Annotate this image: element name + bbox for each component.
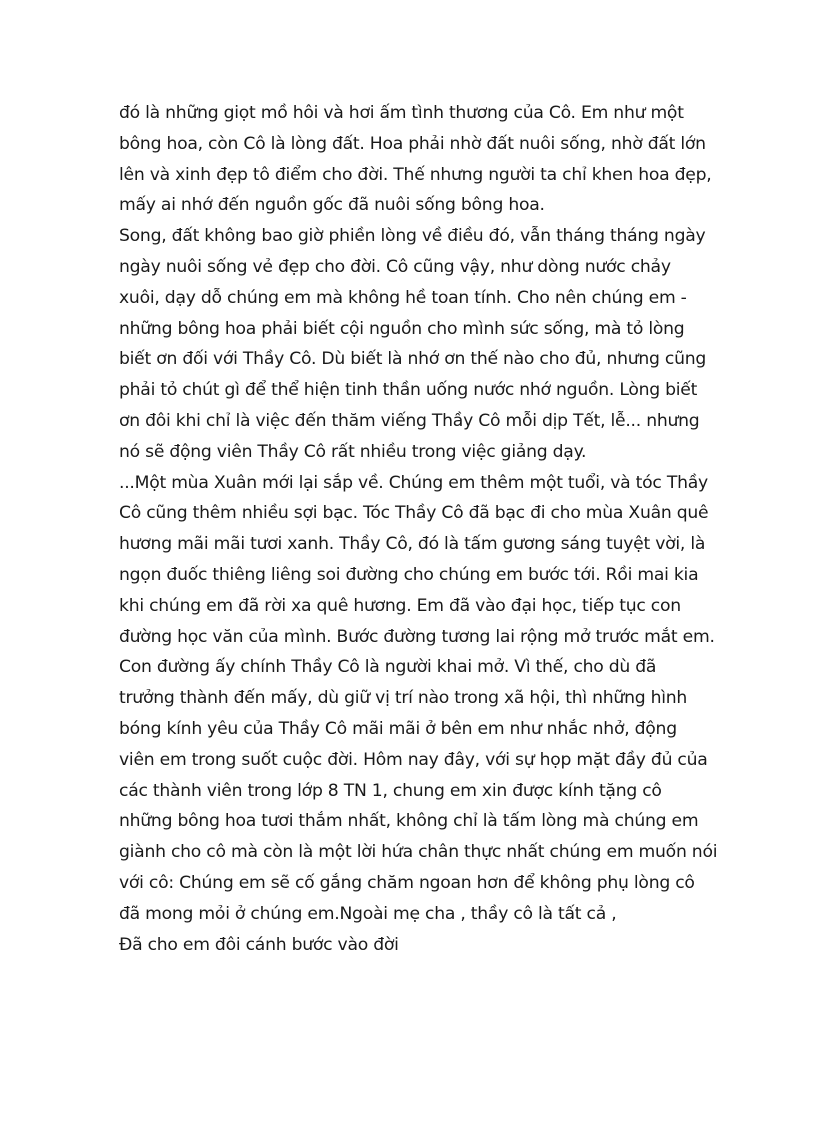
text-line: lên và xinh đẹp tô điểm cho đời. Thế nhưng người ta chỉ khen hoa đẹp, [119,164,712,185]
text-line: mấy ai nhớ đến nguồn gốc đã nuôi sống bông hoa. [119,195,545,216]
text-line: trưởng thành đến mấy, dù giữ vị trí nào trong xã hội, thì những hình [119,688,688,709]
text-line: ơn đôi khi chỉ là việc đến thăm viếng Thầy Cô mỗi dịp Tết, lễ... nhưng [119,410,700,431]
text-line: xuôi, dạy dỗ chúng em mà không hề toan tính. Cho nên chúng em - [119,287,687,308]
text-line: ngày nuôi sống vẻ đẹp cho đời. Cô cũng vậy, như dòng nước chảy [119,256,671,277]
text-line: ...Một mùa Xuân mới lại sắp về. Chúng em thêm một tuổi, và tóc Thầy [119,472,708,493]
text-line: viên em trong suốt cuộc đời. Hôm nay đây, với sự họp mặt đầy đủ của [119,749,708,770]
text-line: đó là những giọt mồ hôi và hơi ấm tình thương của Cô. Em như một [119,103,684,123]
text-line: đã mong mỏi ở chúng em.Ngoài mẹ cha , thầy cô là tất cả , [119,903,617,924]
document-body [119,98,719,960]
text-line: giành cho cô mà còn là một lời hứa chân thực nhất chúng em muốn nói [119,842,718,863]
text-line: khi chúng em đã rời xa quê hương. Em đã vào đại học, tiếp tục con [119,595,681,616]
text-line: Con đường ấy chính Thầy Cô là người khai mở. Vì thế, cho dù đã [119,657,657,678]
text-line: với cô: Chúng em sẽ cố gắng chăm ngoan hơn để không phụ lòng cô [119,872,695,893]
text-line: biết ơn đối với Thầy Cô. Dù biết là nhớ ơn thế nào cho đủ, nhưng cũng [119,349,707,370]
text-line: ngọn đuốc thiêng liêng soi đường cho chúng em bước tới. Rồi mai kia [119,564,699,585]
text-line: đường học văn của mình. Bước đường tương lai rộng mở trước mắt em. [119,626,715,647]
text-line: bóng kính yêu của Thầy Cô mãi mãi ở bên em như nhắc nhở, động [119,718,677,739]
text-line: Song, đất không bao giờ phiền lòng về điều đó, vẫn tháng tháng ngày [119,226,706,247]
text-line: các thành viên trong lớp 8 TN 1, chung em xin được kính tặng cô [119,780,662,801]
text-line: Cô cũng thêm nhiều sợi bạc. Tóc Thầy Cô đã bạc đi cho mùa Xuân quê [119,503,709,524]
text-line: Đã cho em đôi cánh bước vào đời [119,934,399,955]
text-line: hương mãi mãi tươi xanh. Thầy Cô, đó là tấm gương sáng tuyệt vời, là [119,534,706,555]
text-line: những bông hoa tươi thắm nhất, không chỉ là tấm lòng mà chúng em [119,811,699,832]
text-line: những bông hoa phải biết cội nguồn cho mình sức sống, mà tỏ lòng [119,318,685,339]
text-line: bông hoa, còn Cô là lòng đất. Hoa phải nhờ đất nuôi sống, nhờ đất lớn [119,133,706,154]
text-line: nó sẽ động viên Thầy Cô rất nhiều trong việc giảng dạy. [119,441,587,462]
text-line: phải tỏ chút gì để thể hiện tinh thần uống nước nhớ nguồn. Lòng biết [119,380,698,401]
